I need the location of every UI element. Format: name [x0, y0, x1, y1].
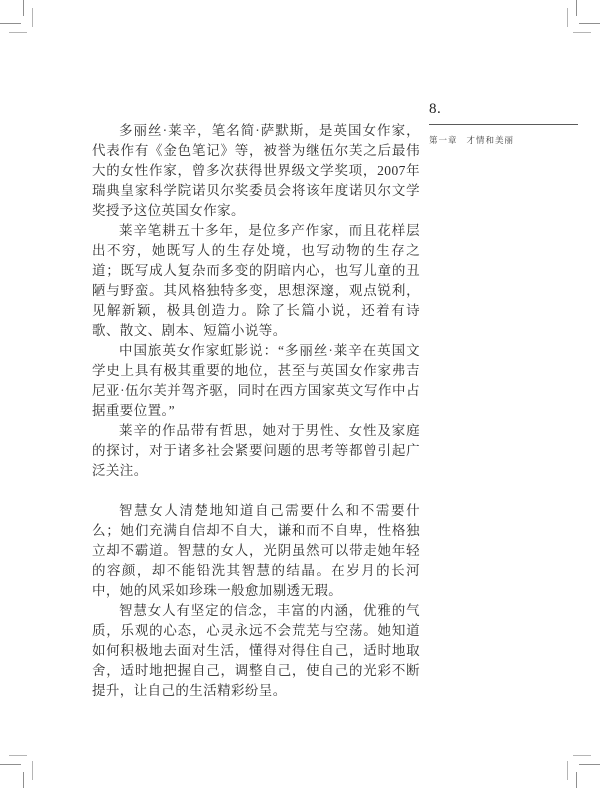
corner-mark-top-left-outer-horizontal	[0, 23, 21, 24]
corner-mark-top-left-outer-vertical	[23, 0, 24, 16]
corner-mark-top-right-outer-horizontal	[579, 23, 600, 24]
chapter-label: 第一章	[429, 135, 458, 145]
corner-mark-top-left-inner-horizontal	[9, 32, 27, 33]
corner-mark-top-left-inner-vertical	[32, 8, 33, 27]
chapter-heading	[429, 134, 579, 146]
corner-mark-bottom-left-inner-vertical	[32, 761, 33, 780]
corner-mark-bottom-left-outer-vertical	[23, 772, 24, 788]
page-header	[429, 100, 579, 146]
corner-mark-top-right-inner-horizontal	[573, 32, 591, 33]
paragraph-bio-career: 莱辛笔耕五十多年，是位多产作家，而且花样层出不穷，她既写人的生存处境，也写动物的生存之道；既写成人复杂而多变的阴暗内心，也写儿童的丑陋与野蛮。其风格独特多变，思想深邃，观点锐利，见解新颖，极具创造力。除了长篇小说，还着有诗歌、散文、剧本、短篇小说等。	[92, 223, 420, 338]
corner-mark-bottom-right-outer-vertical	[576, 772, 577, 788]
corner-mark-top-right-outer-vertical	[576, 0, 577, 16]
corner-mark-bottom-left-inner-horizontal	[9, 755, 27, 756]
corner-mark-top-right-inner-vertical	[567, 8, 568, 27]
paragraph-bio-intro: 多丽丝·莱辛，笔名简·萨默斯，是英国女作家，代表作有《金色笔记》等，被誉为继伍尔芙之后最伟大的女性作家，曾多次获得世界级文学奖项，2007年瑞典皇家科学院诺贝尔奖委员会将该年度诺贝尔文学奖授予这位英国女作家。	[92, 123, 420, 218]
page-number: 8.	[429, 101, 442, 117]
paragraph-wisdom-2: 智慧女人有坚定的信念，丰富的内涵，优雅的气质，乐观的心态，心灵永远不会荒芜与空荡。她知道如何积极地去面对生活，懂得对得住自己，适时地取舍，适时地把握自己，调整自己，使自己的光彩不断提升，让自己的生活精彩纷呈。	[92, 603, 420, 698]
paragraph-bio-influence: 莱辛的作品带有哲思，她对于男性、女性及家庭的探讨，对于诸多社会紧要问题的思考等都曾引起广泛关注。	[92, 423, 420, 478]
corner-mark-bottom-right-outer-horizontal	[579, 764, 600, 765]
header-rule	[429, 124, 578, 125]
corner-mark-bottom-left-outer-horizontal	[0, 764, 21, 765]
body-text-column	[92, 121, 420, 701]
corner-mark-bottom-right-inner-vertical	[567, 761, 568, 780]
paragraph-wisdom-1: 智慧女人清楚地知道自己需要什么和不需要什么；她们充满自信却不自大，谦和而不自卑，性格独立却不霸道。智慧的女人，光阴虽然可以带走她年轻的容颜，却不能铅洗其智慧的结晶。在岁月的长河中，她的风采如珍珠一般愈加剔透无瑕。	[92, 503, 420, 598]
corner-mark-bottom-right-inner-horizontal	[573, 755, 591, 756]
paragraph-bio-quote: 中国旅英女作家虹影说：“多丽丝·莱辛在英国文学史上具有极其重要的地位，甚至与英国女作家弗吉尼亚·伍尔芙并驾齐驱，同时在西方国家英文写作中占据重要位置。”	[92, 343, 420, 418]
chapter-title: 才情和美丽	[466, 135, 515, 145]
